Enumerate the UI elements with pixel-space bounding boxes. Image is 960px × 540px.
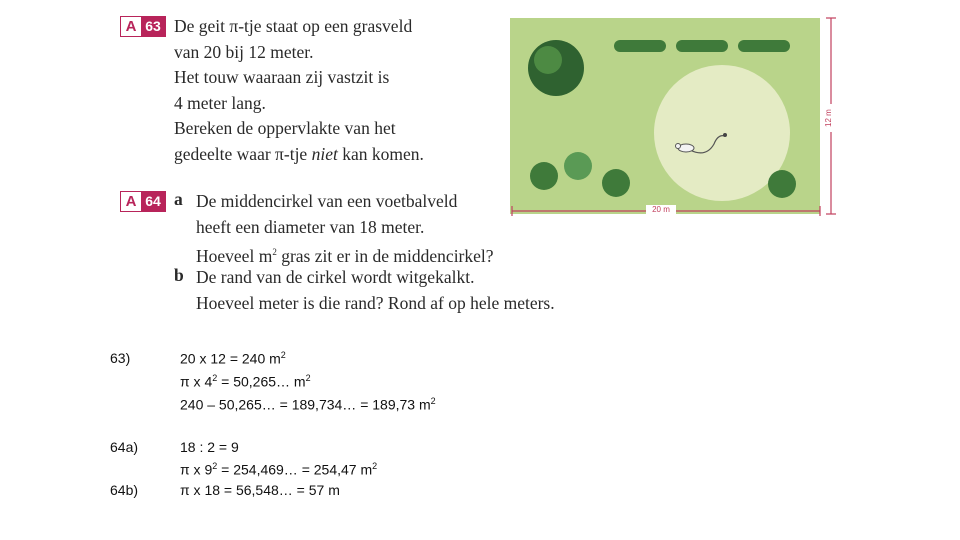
answer-64a-line [180,461,377,478]
question-exponent: 2 [272,247,277,257]
badge-number: 64 [141,192,165,211]
problem-63-line: 4 meter lang. [174,92,266,113]
height-label: 12 m [824,109,833,127]
answer-exponent: 2 [280,350,286,360]
problem-64b-line: Hoeveel meter is die rand? Rond af op hele meters. [196,292,555,313]
answer-63-line [180,373,311,390]
answer-exponent: 2 [430,396,436,406]
badge-number: 63 [141,17,165,36]
answer-exponent: 2 [372,461,378,471]
problem-63-line: Bereken de oppervlakte van het [174,118,396,138]
width-label: 20 m [652,205,670,214]
badge-level: A [121,17,141,36]
question-unit: m [258,245,273,266]
answer-text: 240 – 50,265… = 189,734… = 189,73 m [180,396,431,413]
problem-63-line: Het touw waaraan zij vastzit is [174,67,390,87]
answer-64a-line: 18 : 2 = 9 [180,439,239,455]
problem-63-line: van 20 bij 12 meter. [174,41,314,62]
problem-64b-line: De rand van de cirkel wordt witgekalkt. [196,267,475,287]
answer-exponent: 2 [305,373,311,383]
answer-63-label: 63) [110,350,131,366]
question-text: Hoeveel [196,245,259,266]
answer-text: = 50,265… m [217,373,306,390]
answer-exponent: 2 [212,461,218,471]
answer-64a-label: 64a) [110,439,139,455]
answer-text: π x 9 [180,461,213,478]
badge-level: A [121,192,141,211]
answer-64b-label: 64b) [110,482,139,498]
answer-exponent: 2 [212,373,218,383]
problem-64a-line: De middencirkel van een voetbalveld [196,191,458,211]
answer-63-line [180,396,436,413]
problem-63-line: De geit π-tje staat op een grasveld [174,16,413,36]
part-a-letter: a [174,189,183,209]
problem-63-text-part: kan komen. [337,143,424,164]
answer-63-line [180,350,286,367]
problem-64a-line: heeft een diameter van 18 meter. [196,216,425,237]
answer-text: = 254,469… = 254,47 m [217,461,373,478]
part-b-letter: b [174,265,184,285]
question-text: gras zit er in de middencirkel? [276,245,494,266]
problem-63-emphasis: niet [311,143,338,164]
problem-63-text-part: gedeelte waar π-tje [174,143,312,164]
answer-64b-line: π x 18 = 56,548… = 57 m [180,482,340,498]
answer-text: 20 x 12 = 240 m [180,350,281,367]
answer-text: π x 4 [180,373,213,390]
